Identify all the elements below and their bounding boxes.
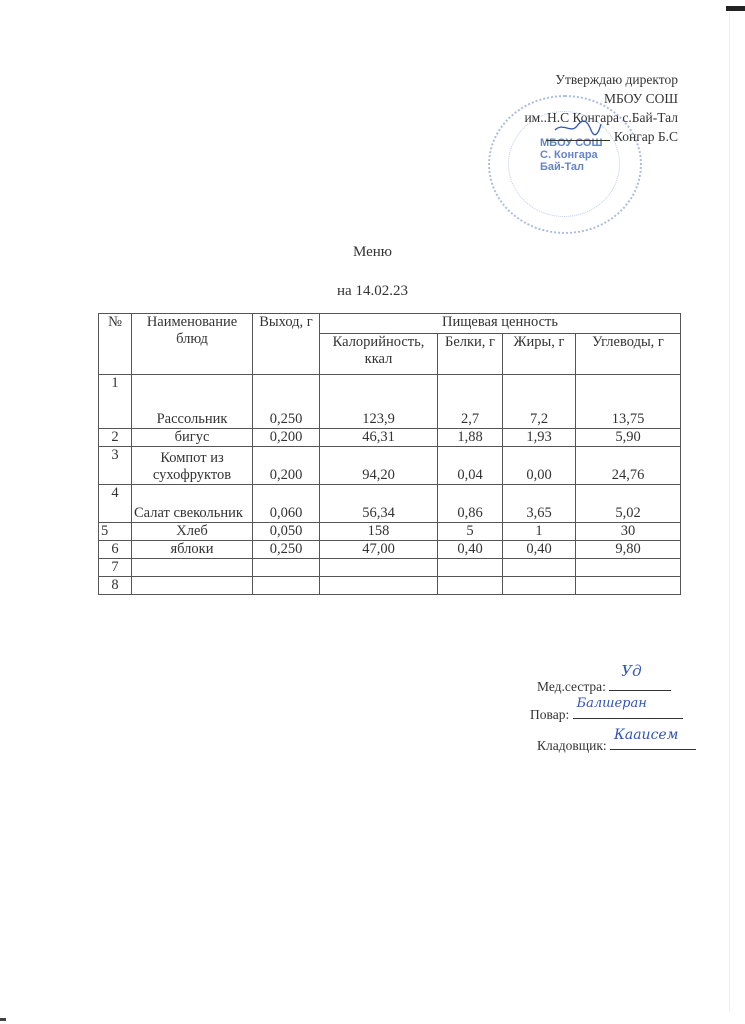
cell-fat: 1,93 xyxy=(503,429,576,447)
menu-table xyxy=(98,313,681,595)
storekeeper-signature-row xyxy=(537,727,696,754)
signature-line xyxy=(573,696,683,719)
cell-carbs: 24,76 xyxy=(576,447,681,485)
signature-line xyxy=(610,727,696,750)
cell-name: Рассольник xyxy=(132,375,253,429)
cell-kcal: 94,20 xyxy=(320,447,438,485)
table-row xyxy=(99,541,681,559)
cook-label: Повар: xyxy=(530,707,570,722)
cell-protein xyxy=(438,559,503,577)
cell-num: 5 xyxy=(99,523,132,541)
cell-carbs xyxy=(576,559,681,577)
cell-protein: 0,40 xyxy=(438,541,503,559)
cell-name: Хлеб xyxy=(132,523,253,541)
table-row xyxy=(99,523,681,541)
cell-num: 2 xyxy=(99,429,132,447)
nurse-signature: Уд xyxy=(621,662,642,680)
cell-carbs: 9,80 xyxy=(576,541,681,559)
cell-name: яблоки xyxy=(132,541,253,559)
cell-num: 7 xyxy=(99,559,132,577)
cell-kcal xyxy=(320,577,438,595)
cell-name: Салат свекольник xyxy=(132,485,253,523)
header-protein: Белки, г xyxy=(438,334,503,375)
cell-kcal: 158 xyxy=(320,523,438,541)
cell-output: 0,250 xyxy=(253,541,320,559)
cell-name xyxy=(132,559,253,577)
cell-output xyxy=(253,559,320,577)
approval-line: им..Н.С Конгара с.Бай-Тал xyxy=(524,110,678,125)
cell-kcal xyxy=(320,559,438,577)
cell-carbs: 5,02 xyxy=(576,485,681,523)
stamp-line: С. Конгара xyxy=(540,149,598,161)
storekeeper-label: Кладовщик: xyxy=(537,738,607,753)
cell-num: 4 xyxy=(99,485,132,523)
header-carbs: Углеводы, г xyxy=(576,334,681,375)
stamp-line: МБОУ СОШ xyxy=(540,137,603,149)
cell-fat: 7,2 xyxy=(503,375,576,429)
cell-protein: 1,88 xyxy=(438,429,503,447)
director-signature xyxy=(553,118,603,136)
header-num: № xyxy=(99,314,132,375)
cell-kcal: 123,9 xyxy=(320,375,438,429)
document-title: Меню xyxy=(352,244,393,260)
header-output: Выход, г xyxy=(253,314,320,375)
cell-num: 3 xyxy=(99,447,132,485)
cell-name xyxy=(132,577,253,595)
nurse-label: Мед.сестра: xyxy=(537,679,606,694)
cell-fat: 3,65 xyxy=(503,485,576,523)
director-name: Конгар Б.С xyxy=(613,129,678,144)
cell-carbs: 30 xyxy=(576,523,681,541)
cell-name: Компот из сухофруктов xyxy=(132,447,253,485)
table-row xyxy=(99,559,681,577)
cell-output: 0,050 xyxy=(253,523,320,541)
cell-protein: 0,04 xyxy=(438,447,503,485)
cell-carbs: 13,75 xyxy=(576,375,681,429)
cell-kcal: 56,34 xyxy=(320,485,438,523)
header-kcal: Калорийность, ккал xyxy=(320,334,438,375)
cell-output: 0,250 xyxy=(253,375,320,429)
cell-name: бигус xyxy=(132,429,253,447)
signature-line xyxy=(609,662,671,691)
cell-kcal: 46,31 xyxy=(320,429,438,447)
cell-num: 6 xyxy=(99,541,132,559)
header-name: Наименование блюд xyxy=(132,314,253,375)
scan-artifact xyxy=(726,6,745,11)
approval-line: Утверждаю директор xyxy=(555,72,678,87)
cell-protein xyxy=(438,577,503,595)
cell-fat: 0,40 xyxy=(503,541,576,559)
cell-fat xyxy=(503,577,576,595)
scan-artifact xyxy=(0,1018,6,1021)
document-date: на 14.02.23 xyxy=(337,283,408,299)
cell-carbs: 5,90 xyxy=(576,429,681,447)
storekeeper-signature: Кааисем xyxy=(614,727,679,743)
table-row xyxy=(99,429,681,447)
table-row xyxy=(99,447,681,485)
scan-edge xyxy=(729,12,730,1012)
table-row xyxy=(99,577,681,595)
cell-protein: 5 xyxy=(438,523,503,541)
cell-output: 0,200 xyxy=(253,447,320,485)
cell-num: 8 xyxy=(99,577,132,595)
cell-protein: 2,7 xyxy=(438,375,503,429)
cell-output xyxy=(253,577,320,595)
cell-fat: 0,00 xyxy=(503,447,576,485)
table-row xyxy=(99,485,681,523)
cell-carbs xyxy=(576,577,681,595)
cell-fat xyxy=(503,559,576,577)
table-row xyxy=(99,375,681,429)
cell-protein: 0,86 xyxy=(438,485,503,523)
cell-kcal: 47,00 xyxy=(320,541,438,559)
header-fat: Жиры, г xyxy=(503,334,576,375)
nurse-signature-row xyxy=(537,662,671,695)
cell-num: 1 xyxy=(99,375,132,429)
table-header-row xyxy=(99,314,681,334)
cell-fat: 1 xyxy=(503,523,576,541)
stamp-line: Бай-Тал xyxy=(540,161,584,173)
cell-output: 0,060 xyxy=(253,485,320,523)
cook-signature: Балшеран xyxy=(576,696,647,711)
approval-line: МБОУ СОШ xyxy=(604,91,678,106)
cell-output: 0,200 xyxy=(253,429,320,447)
cook-signature-row xyxy=(530,696,683,723)
header-nutrition: Пищевая ценность xyxy=(320,314,681,334)
